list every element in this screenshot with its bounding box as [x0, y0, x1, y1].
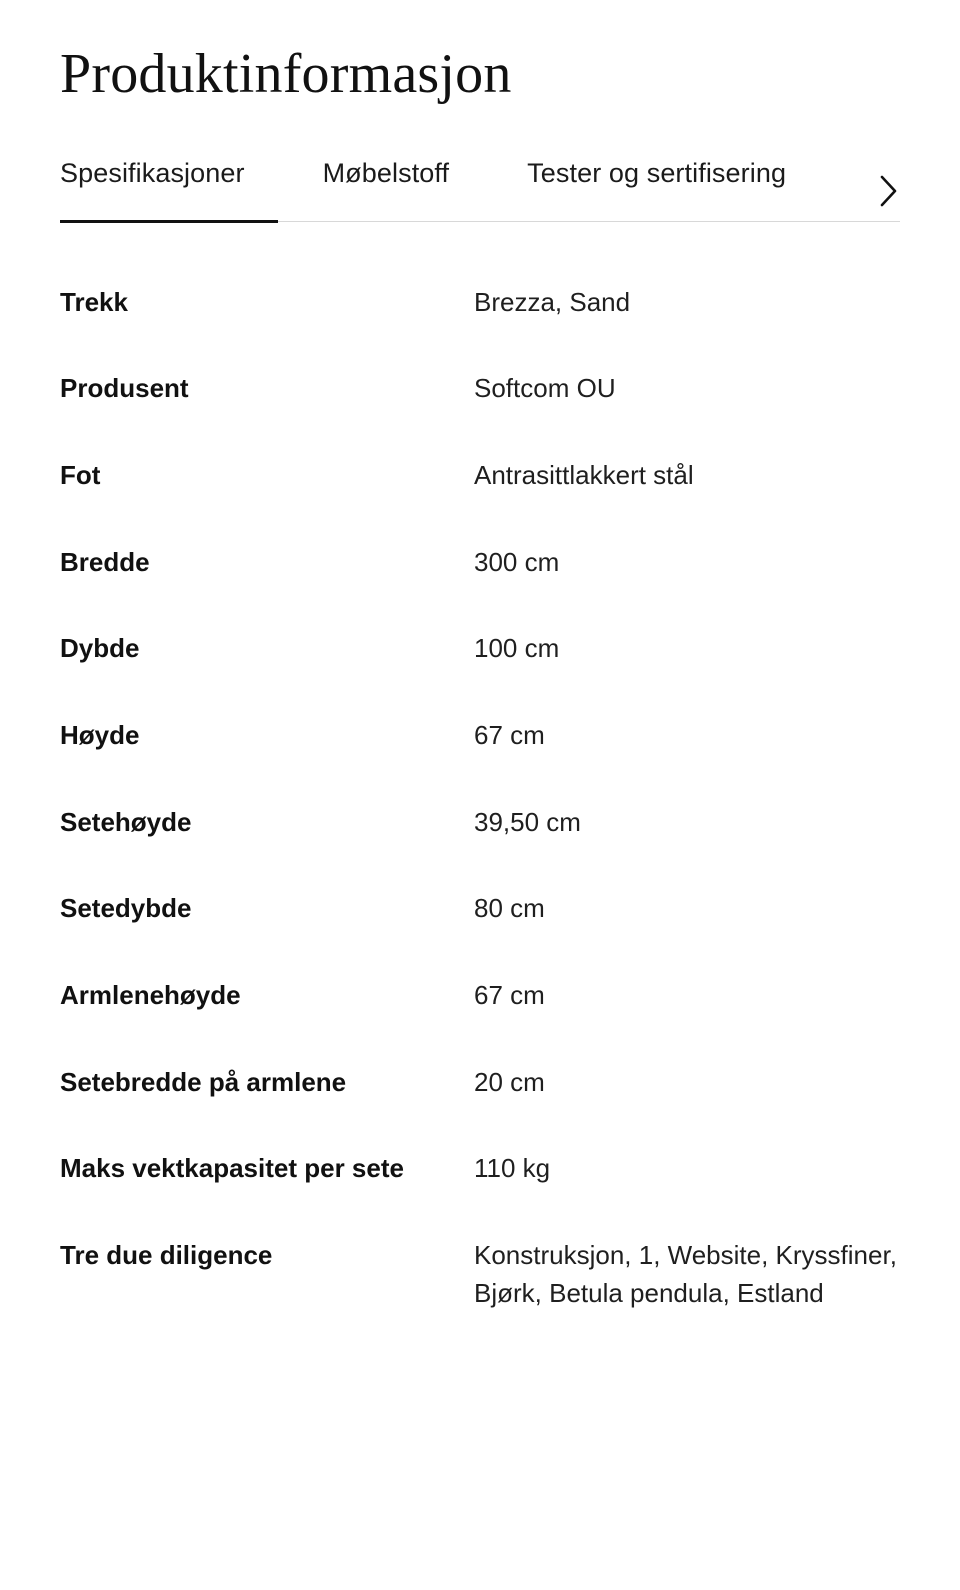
table-row	[60, 457, 900, 495]
tab-mobelstoff[interactable]: Møbelstoff	[322, 159, 450, 188]
table-row	[60, 284, 900, 322]
table-row	[60, 630, 900, 668]
page-title: Produktinformasjon	[60, 43, 512, 105]
spec-value: 300 cm	[474, 546, 560, 577]
spec-label: Maks vektkapasitet per sete	[60, 1153, 404, 1184]
spec-label: Bredde	[60, 546, 150, 577]
table-row	[60, 717, 900, 755]
tab-tester-og-sertifisering[interactable]: Tester og sertifisering	[527, 159, 787, 188]
spec-value: Konstruksjon, 1, Website, Kryssfiner, Bjørk, Betula pendula, Estland	[474, 1240, 897, 1308]
spec-value: 67 cm	[474, 720, 545, 751]
specifications-table	[60, 284, 900, 1313]
spec-value: 80 cm	[474, 893, 545, 924]
spec-value: Antrasittlakkert stål	[474, 459, 694, 490]
chevron-right-icon[interactable]	[872, 170, 906, 212]
tab-spesifikasjoner[interactable]: Spesifikasjoner	[60, 159, 245, 188]
table-row	[60, 1064, 900, 1102]
spec-label: Tre due diligence	[60, 1240, 273, 1271]
spec-label: Setehøyde	[60, 806, 192, 837]
spec-value: Softcom OU	[474, 373, 616, 404]
active-tab-indicator	[60, 220, 278, 223]
spec-value: 100 cm	[474, 633, 560, 664]
table-row	[60, 370, 900, 408]
spec-value: 67 cm	[474, 980, 545, 1011]
spec-label: Fot	[60, 459, 101, 490]
spec-label: Dybde	[60, 633, 140, 664]
spec-label: Setedybde	[60, 893, 192, 924]
table-row	[60, 804, 900, 842]
table-row	[60, 1237, 900, 1312]
table-row	[60, 1150, 900, 1188]
table-row	[60, 544, 900, 582]
tab-list[interactable]	[60, 160, 900, 222]
spec-label: Armlenehøyde	[60, 980, 241, 1011]
spec-value: 110 kg	[474, 1153, 551, 1184]
tab-bar	[60, 160, 900, 242]
spec-value: 20 cm	[474, 1066, 545, 1097]
spec-value: Brezza, Sand	[474, 286, 631, 317]
table-row	[60, 977, 900, 1015]
spec-label: Produsent	[60, 373, 189, 404]
spec-label: Høyde	[60, 720, 140, 751]
spec-label: Setebredde på armlene	[60, 1066, 347, 1097]
table-row	[60, 890, 900, 928]
spec-value: 39,50 cm	[474, 806, 581, 837]
spec-label: Trekk	[60, 286, 128, 317]
